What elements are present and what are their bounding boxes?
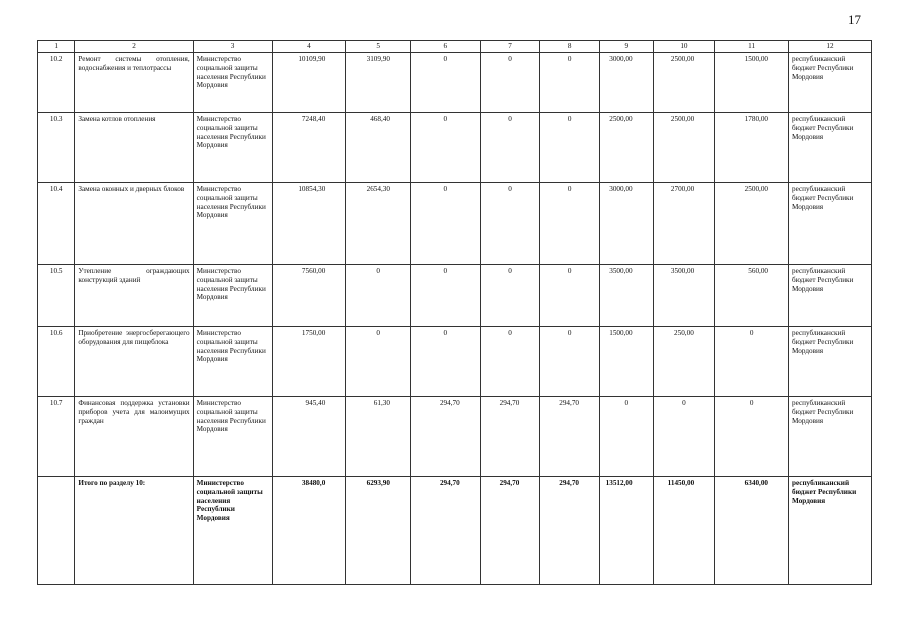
row-value: 2700,00: [653, 183, 715, 265]
row-value: 560,00: [715, 265, 789, 327]
row-value: 6340,00: [715, 477, 789, 585]
row-executor: Министерство социальной защиты населения Республики Мордовия: [193, 327, 272, 397]
row-value: 3000,00: [600, 183, 654, 265]
row-value: 0: [410, 265, 480, 327]
row-total: 945,40: [272, 397, 346, 477]
row-value: 0: [715, 327, 789, 397]
table-row: [38, 183, 872, 265]
column-header: 8: [540, 41, 600, 53]
row-total: 38480,0: [272, 477, 346, 585]
row-value: 0: [715, 397, 789, 477]
row-name: Ремонт системы отопления, водоснабжения и теплотрассы: [75, 53, 193, 113]
page-number: 17: [848, 12, 861, 27]
row-executor: Министерство социальной защиты населения Республики Мордовия: [193, 397, 272, 477]
row-value: 61,30: [346, 397, 411, 477]
row-executor: Министерство социальной защиты населения Республики Мордовия: [193, 113, 272, 183]
row-value: 0: [480, 265, 540, 327]
row-value: 2500,00: [600, 113, 654, 183]
column-header: 3: [193, 41, 272, 53]
column-header: 9: [600, 41, 654, 53]
budget-table: [37, 40, 872, 585]
row-id: 10.6: [38, 327, 75, 397]
table-row: [38, 265, 872, 327]
row-id: 10.4: [38, 183, 75, 265]
row-value: 0: [410, 183, 480, 265]
column-number-row: [38, 41, 872, 53]
row-value: 0: [346, 327, 411, 397]
row-id: 10.3: [38, 113, 75, 183]
row-value: 0: [410, 327, 480, 397]
row-value: 3500,00: [600, 265, 654, 327]
row-source: республиканский бюджет Республики Мордовия: [789, 397, 872, 477]
row-executor: Министерство социальной защиты населения Республики Мордовия: [193, 183, 272, 265]
row-source: республиканский бюджет Республики Мордовия: [789, 183, 872, 265]
row-source: республиканский бюджет Республики Мордовия: [789, 327, 872, 397]
row-value: 0: [540, 265, 600, 327]
row-executor: Министерство социальной защиты населения Республики Мордовия: [193, 477, 272, 585]
row-source: республиканский бюджет Республики Мордовия: [789, 477, 872, 585]
column-header: 6: [410, 41, 480, 53]
row-source: республиканский бюджет Республики Мордовия: [789, 113, 872, 183]
row-total: 7248,40: [272, 113, 346, 183]
row-value: 0: [480, 183, 540, 265]
column-header: 2: [75, 41, 193, 53]
row-name: Замена котлов отопления: [75, 113, 193, 183]
row-value: 0: [600, 397, 654, 477]
column-header: 10: [653, 41, 715, 53]
row-value: 0: [480, 327, 540, 397]
row-value: 2500,00: [653, 113, 715, 183]
row-executor: Министерство социальной защиты населения Республики Мордовия: [193, 265, 272, 327]
row-source: республиканский бюджет Республики Мордовия: [789, 265, 872, 327]
row-value: 6293,90: [346, 477, 411, 585]
row-value: 0: [540, 183, 600, 265]
row-value: 0: [410, 53, 480, 113]
row-value: 0: [540, 53, 600, 113]
table-row: [38, 113, 872, 183]
row-value: 1500,00: [715, 53, 789, 113]
row-value: 0: [653, 397, 715, 477]
row-value: 468,40: [346, 113, 411, 183]
row-id: [38, 477, 75, 585]
row-id: 10.7: [38, 397, 75, 477]
row-value: 294,70: [480, 477, 540, 585]
row-value: 11450,00: [653, 477, 715, 585]
row-name: Утепление ограждающих конструкций зданий: [75, 265, 193, 327]
row-value: 294,70: [540, 477, 600, 585]
row-total: 10854,30: [272, 183, 346, 265]
row-value: 0: [480, 113, 540, 183]
row-name: Замена оконных и дверных блоков: [75, 183, 193, 265]
row-value: 2500,00: [653, 53, 715, 113]
row-value: 0: [410, 113, 480, 183]
row-id: 10.5: [38, 265, 75, 327]
total-row: [38, 477, 872, 585]
row-value: 13512,00: [600, 477, 654, 585]
row-value: 294,70: [480, 397, 540, 477]
row-value: 1780,00: [715, 113, 789, 183]
row-value: 0: [540, 327, 600, 397]
row-value: 2500,00: [715, 183, 789, 265]
row-name: Финансовая поддержка установки приборов учета для малоимущих граждан: [75, 397, 193, 477]
row-value: 294,70: [410, 397, 480, 477]
row-name: Приобретение энергосберегающего оборудования для пищеблока: [75, 327, 193, 397]
row-total: 1750,00: [272, 327, 346, 397]
column-header: 11: [715, 41, 789, 53]
row-value: 2654,30: [346, 183, 411, 265]
table-row: [38, 397, 872, 477]
row-source: республиканский бюджет Республики Мордовия: [789, 53, 872, 113]
row-total: 7560,00: [272, 265, 346, 327]
row-value: 0: [540, 113, 600, 183]
row-value: 0: [480, 53, 540, 113]
column-header: 5: [346, 41, 411, 53]
row-value: 1500,00: [600, 327, 654, 397]
column-header: 1: [38, 41, 75, 53]
row-value: 3109,90: [346, 53, 411, 113]
row-value: 294,70: [410, 477, 480, 585]
row-id: 10.2: [38, 53, 75, 113]
row-value: 294,70: [540, 397, 600, 477]
row-executor: Министерство социальной защиты населения Республики Мордовия: [193, 53, 272, 113]
row-value: 3500,00: [653, 265, 715, 327]
row-value: 250,00: [653, 327, 715, 397]
column-header: 4: [272, 41, 346, 53]
row-value: 3000,00: [600, 53, 654, 113]
table-row: [38, 53, 872, 113]
column-header: 7: [480, 41, 540, 53]
row-total: 10109,90: [272, 53, 346, 113]
row-value: 0: [346, 265, 411, 327]
table-row: [38, 327, 872, 397]
column-header: 12: [789, 41, 872, 53]
total-label: Итого по разделу 10:: [75, 477, 193, 585]
